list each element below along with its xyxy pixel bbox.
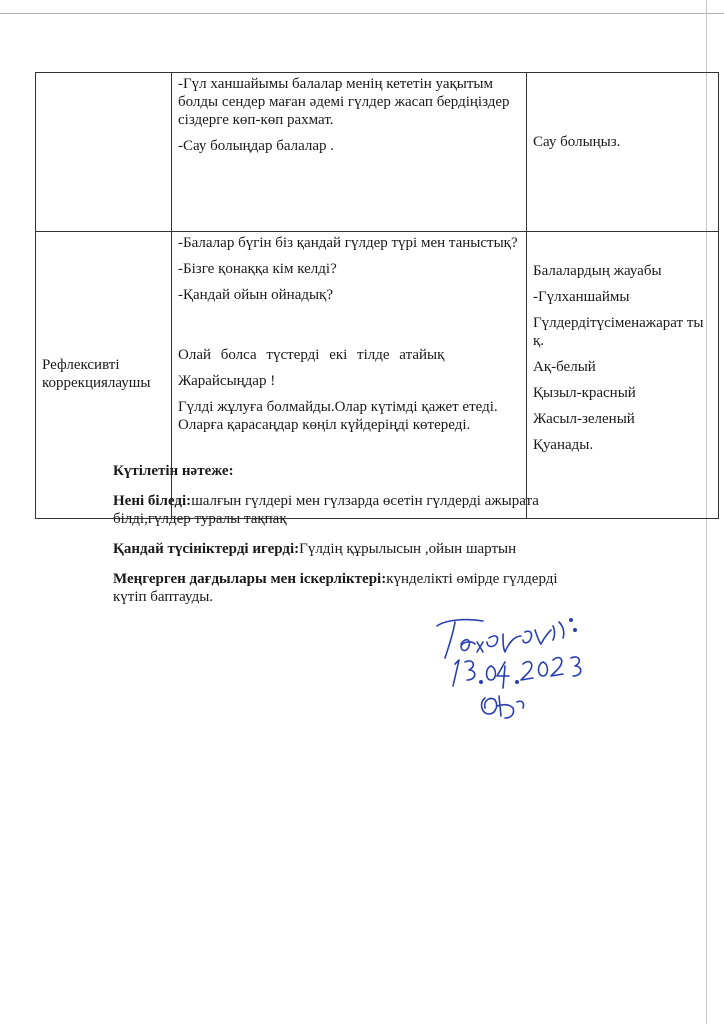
cell-paragraph: Жасыл-зеленый xyxy=(533,411,635,427)
cell-paragraph: Гүлдердітүсіменажарат тық. xyxy=(533,315,704,349)
scan-edge-line xyxy=(0,13,724,14)
cell-paragraph: Балалардың жауабы xyxy=(533,263,662,279)
expected-outcomes xyxy=(113,462,593,618)
outcome-label: Қандай түсініктерді игерді: xyxy=(113,541,300,557)
stage-cell: Рефлексивті коррекциялаушы xyxy=(36,232,172,519)
outcome-concepts xyxy=(113,540,593,558)
outcome-skills xyxy=(113,570,593,606)
cell-paragraph: Сау болыңыз. xyxy=(533,134,621,150)
handwritten-signature xyxy=(425,612,600,722)
cell-paragraph: Қуанады. xyxy=(533,437,594,453)
outcome-label: Меңгерген дағдылары мен іскерліктері: xyxy=(113,571,387,587)
cell-paragraph: -Сау болыңдар балалар . xyxy=(178,138,335,154)
outcome-text: Гүлдің құрылысын ,ойын шартын xyxy=(299,541,517,557)
stage-cell xyxy=(36,73,172,232)
cell-paragraph: -Балалар бүгін біз қандай гүлдер түрі мен таныстық? xyxy=(178,235,518,251)
outcomes-heading: Күтілетін нәтеже: xyxy=(113,463,234,479)
cell-paragraph: Гүлді жұлуға болмайды.Олар күтімді қажет етеді. Оларға қарасаңдар көңіл күйдеріңді көтереді. xyxy=(178,399,498,433)
cell-paragraph: Қызыл-красный xyxy=(533,385,636,401)
outcome-label: Нені біледі: xyxy=(113,493,192,509)
lesson-table xyxy=(35,72,719,519)
cell-paragraph: Жарайсыңдар ! xyxy=(178,373,276,389)
cell-spacer xyxy=(178,312,520,338)
children-activity-cell xyxy=(527,73,719,232)
outcome-text: шалғын гүлдері мен гүлзарда өсетін гүлдерді ажырата білді,гүлдер туралы тақпақ xyxy=(113,493,539,527)
cell-paragraph: -Гүл ханшайымы балалар менің кететін уақытым болды сендер маған әдемі гүлдер жасап бердіңіздер сіздерге көп-көп рахмат. xyxy=(178,76,510,128)
teacher-activity-cell xyxy=(172,73,527,232)
outcome-text: күнделікті өмірде гүлдерді күтіп баптауды. xyxy=(113,571,558,605)
table-row xyxy=(36,73,719,232)
cell-paragraph: -Қандай ойын ойнадық? xyxy=(178,287,334,303)
cell-paragraph: Ақ-белый xyxy=(533,359,596,375)
cell-paragraph: -Бізге қонаққа кім келді? xyxy=(178,261,337,277)
outcome-knows xyxy=(113,492,593,528)
cell-paragraph: -Гүлханшаймы xyxy=(533,289,630,305)
cell-paragraph: Олай болса түстерді екі тілде атайық xyxy=(178,347,445,363)
signature-drawing xyxy=(425,612,600,722)
